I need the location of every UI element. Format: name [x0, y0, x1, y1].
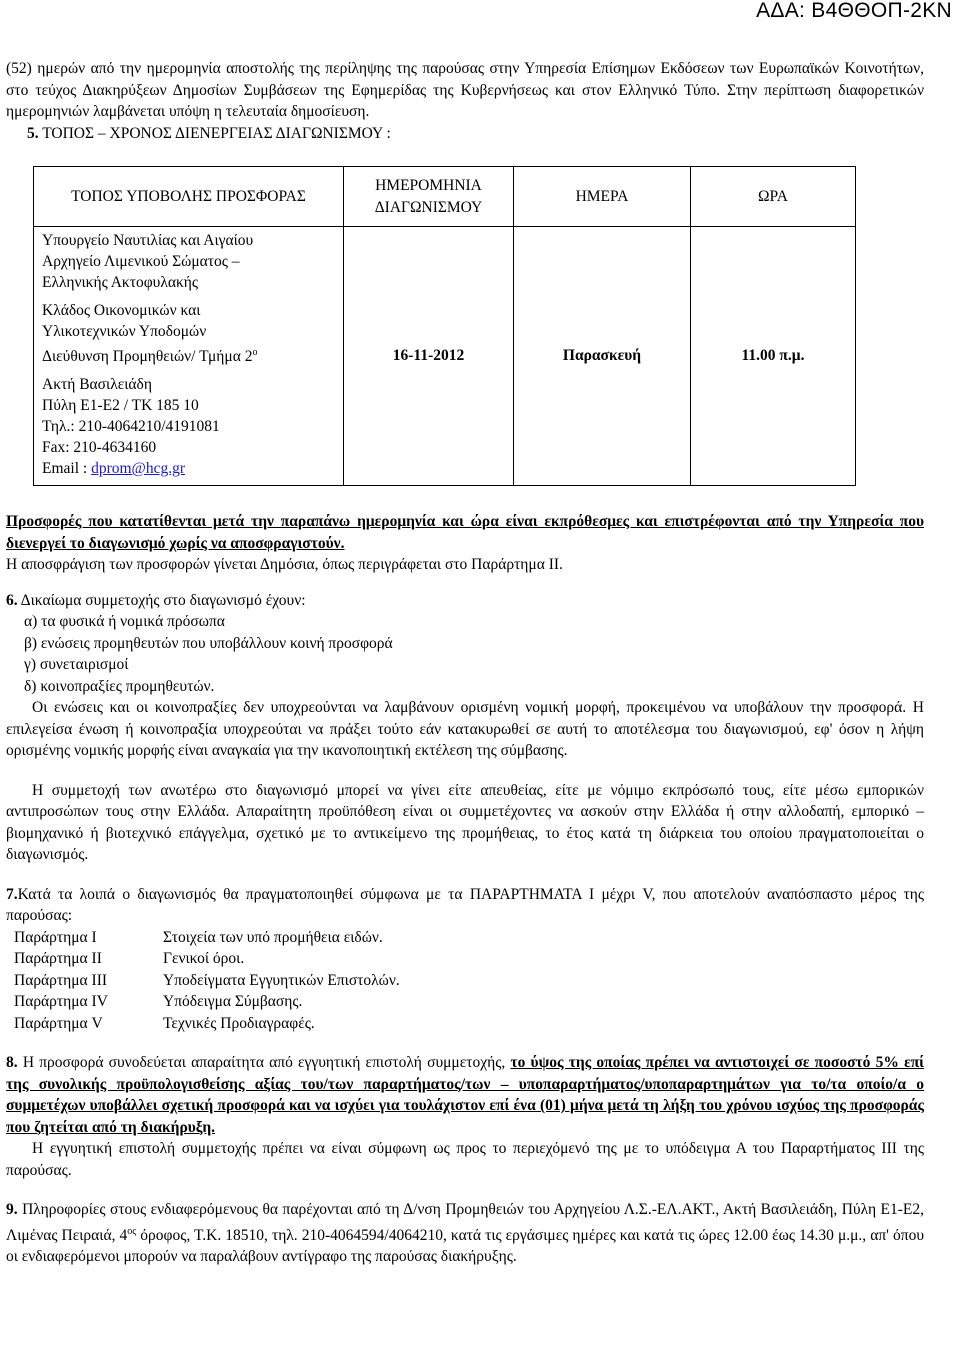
annex-desc: Υπόδειγμα Σύμβασης.: [163, 993, 303, 1011]
header-date-line1: ΗΜΕΡΟΜΗΝΙΑ: [375, 176, 482, 194]
place-line-directorate: [42, 342, 335, 367]
email-label: Email :: [42, 460, 92, 478]
place-line: Υπουργείο Ναυτιλίας και Αιγαίου: [42, 232, 254, 249]
annex-label: Παράρτημα Ι: [14, 928, 97, 946]
annex-desc: Γενικοί όροι.: [163, 950, 245, 968]
section-6-number: 6.: [6, 591, 18, 609]
list-item: δ) κοινοπραξίες προμηθευτών.: [24, 677, 215, 695]
place-cell: [34, 227, 344, 486]
header-date-line2: ΔΙΑΓΩΝΙΣΜΟΥ: [374, 198, 483, 216]
ada-code: ΑΔΑ: Β4ΘΘΟΠ-2ΚΝ: [756, 0, 952, 22]
opening-note: Η αποσφράγιση των προσφορών γίνεται Δημόσια, όπως περιγράφεται στο Παράρτημα ΙΙ.: [6, 556, 563, 574]
intro-paragraph: (52) ημερών από την ημερομηνία αποστολής της περίληψης της παρούσας στην Υπηρεσία Επίσημων Εκδόσεων των Ευρωπαϊκών Κοινοτήτων, στο τεύχος Διακηρύξεων Δημοσίων Συμβάσεων της Εφημερίδας της Κυβερνήσεως και στον Ελληνικό Τύπο. Στην περίπτωση διαφορετικών ημερομηνιών λαμβάνεται υπόψη η τελευταία δημοσίευση.: [6, 60, 924, 120]
section-8-number: 8.: [6, 1054, 18, 1072]
place-line: Ακτή Βασιλειάδη: [42, 376, 152, 394]
floor-sup: ος: [127, 1225, 137, 1237]
section-8-text: Η προσφορά συνοδεύεται απαραίτητα από εγγυητική επιστολή συμμετοχής,: [17, 1054, 511, 1072]
place-line: Πύλη Ε1-Ε2 / ΤΚ 185 10: [42, 397, 199, 415]
section-7-paragraph: [6, 884, 924, 927]
eligibility-list: [6, 611, 924, 697]
list-item: β) ενώσεις προμηθευτών που υποβάλλουν κοινή προσφορά: [24, 634, 393, 652]
list-item: [6, 1013, 924, 1035]
late-offers-notice: Προσφορές που κατατίθενται μετά την παραπάνω ημερομηνία και ώρα είναι εκπρόθεσμες και επιστρέφονται από την Υπηρεσία που διενεργεί το διαγωνισμό χωρίς να αποσφραγιστούν.: [6, 513, 924, 552]
guarantee-requirement: το ύψος της οποίας πρέπει να αντιστοιχεί σε ποσοστό 5% επί της συνολικής προϋπολογισθείσης αξίας του/των παραρτήματος/των – υποπαραρτήματος/υποπαραρτημάτων για το/τα οποίο/α ο συμμετέχων υποβάλλει σχετική προσφορά και να ισχύει για τουλάχιστον επί ένα (01) μήνα μετά τη λήξη του χρόνου ισχύος της προσφοράς που ζητείται από τη διακήρυξη.: [6, 1054, 924, 1136]
list-item: [6, 927, 924, 949]
place-block-branch: [42, 300, 335, 367]
section-6-title: Δικαίωμα συμμετοχής στο διαγωνισμό έχουν:: [17, 591, 306, 609]
section-5-number: 5.: [27, 124, 39, 142]
place-block-ministry: [42, 230, 335, 293]
place-line: Αρχηγείο Λιμενικού Σώματος –: [42, 253, 240, 270]
list-item: [6, 970, 924, 992]
section-9-paragraph: [6, 1199, 924, 1268]
annex-label: Παράρτημα ΙV: [14, 993, 108, 1011]
annex-list: [6, 927, 924, 1035]
place-line: Κλάδος Οικονομικών και: [42, 302, 201, 319]
annex-label: Παράρτημα ΙΙΙ: [14, 971, 108, 989]
header-time: ΩΡΑ: [691, 167, 856, 227]
time-cell: 11.00 π.μ.: [691, 227, 856, 486]
section-6-paragraph-2: Η συμμετοχή των ανωτέρω στο διαγωνισμό μπορεί να γίνει είτε απευθείας, είτε με νόμιμο εκπρόσωπό τους, είτε μέσω εμπορικών αντιπροσώπων τους στην Ελλάδα. Απαραίτητη προϋπόθεση είναι οι συμμετέχοντες να ασκούν στην Ελλάδα ή στην αλλοδαπή, εμπορικό – βιομηχανικό ή βιοτεχνικό επάγγελμα, σχετικό με το αντικείμενο της προμήθειας, το έτος κατά τη διάρκεια του οποίου πραγματοποιείται ο διαγωνισμός.: [6, 781, 924, 864]
section-9-number: 9.: [6, 1201, 18, 1219]
section-8-paragraph: [6, 1052, 924, 1138]
document-page: [6, 58, 924, 1268]
place-block-address: [42, 374, 335, 479]
directorate-text: Διεύθυνση Προμηθειών/ Τμήμα 2: [42, 348, 253, 366]
list-item: α) τα φυσικά ή νομικά πρόσωπα: [24, 613, 225, 631]
section-8-paragraph-2: Η εγγυητική επιστολή συμμετοχής πρέπει να είναι σύμφωνη ως προς το περιεχόμενό της με το υπόδειγμα Α του Παραρτήματος ΙΙΙ της παρούσας.: [6, 1140, 924, 1179]
place-line-email: [42, 458, 335, 479]
annex-label: Παράρτημα V: [14, 1014, 103, 1032]
header-place: ΤΟΠΟΣ ΥΠΟΒΟΛΗΣ ΠΡΟΣΦΟΡΑΣ: [34, 167, 344, 227]
section-7-number: 7.: [6, 885, 18, 903]
header-day: ΗΜΕΡΑ: [514, 167, 691, 227]
section-9-text-1: Πληροφορίες στους ενδιαφερόμενους θα παρέχονται από τη Δ/νση Προμηθειών του Αρχηγείου Λ.Σ.-ΕΛ.ΑΚΤ., Ακτή Βασιλειάδη, Πύλη Ε1-Ε2, Λιμένας Πειραιά, 4: [6, 1201, 924, 1244]
place-line: Fax: 210-4634160: [42, 439, 157, 457]
list-item: [6, 991, 924, 1013]
place-line: Ελληνικής Ακτοφυλακής: [42, 274, 199, 291]
section-5-heading: [6, 123, 924, 145]
annex-label: Παράρτημα ΙΙ: [14, 950, 102, 968]
section-9-text-2: όροφος, Τ.Κ. 18510, τηλ. 210-4064594/4064210: [136, 1226, 443, 1244]
day-cell: Παρασκευή: [514, 227, 691, 486]
annex-desc: Υποδείγματα Εγγυητικών Επιστολών.: [163, 971, 400, 989]
list-item: γ) συνεταιρισμοί: [24, 656, 129, 674]
place-line: Τηλ.: 210-4064210/4191081: [42, 418, 220, 436]
section-5-title: ΤΟΠΟΣ – ΧΡΟΝΟΣ ΔΙΕΝΕΡΓΕΙΑΣ ΔΙΑΓΩΝΙΣΜΟΥ :: [42, 124, 391, 142]
table-row: [34, 227, 856, 486]
section-7-text: Κατά τα λοιπά ο διαγωνισμός θα πραγματοποιηθεί σύμφωνα με τα ΠΑΡΑΡΤΗΜΑΤΑ Ι μέχρι V, που αποτελούν αναπόσπαστο μέρος της παρούσας:: [6, 885, 924, 925]
header-date: [344, 167, 514, 227]
annex-desc: Στοιχεία των υπό προμήθεια ειδών.: [163, 928, 383, 946]
section-6-heading: [6, 590, 924, 612]
annex-desc: Τεχνικές Προδιαγραφές.: [163, 1014, 315, 1032]
email-link[interactable]: dprom@hcg.gr: [91, 460, 185, 478]
date-cell: 16-11-2012: [344, 227, 514, 486]
tender-schedule-table: [33, 166, 856, 486]
table-header-row: [34, 167, 856, 227]
directorate-sup: ο: [252, 347, 258, 358]
section-9-text-3: , κατά τις εργάσιμες ημέρες και κατά τις ώρες 12.00 έως 14.30 μ.μ., απ' όπου οι ενδιαφερόμενοι μπορούν να παραλάβουν αντίγραφο της παρούσας διακήρυξης.: [6, 1226, 925, 1266]
list-item: [6, 948, 924, 970]
place-line: Υλικοτεχνικών Υποδομών: [42, 323, 207, 340]
section-6-paragraph-1: Οι ενώσεις και οι κοινοπραξίες δεν υποχρεούνται να λαμβάνουν ορισμένη νομική μορφή, προκειμένου να υποβάλουν την προσφορά. Η επιλεγείσα ένωση ή κοινοπραξία υποχρεούται να πράξει τούτο εάν κατακυρωθεί σε αυτή το αποτέλεσμα του διαγωνισμού, εφ' όσον η λήψη ορισμένης νομικής μορφής είναι αναγκαία για την ικανοποιητική εκτέλεση της σύμβασης.: [6, 699, 924, 760]
